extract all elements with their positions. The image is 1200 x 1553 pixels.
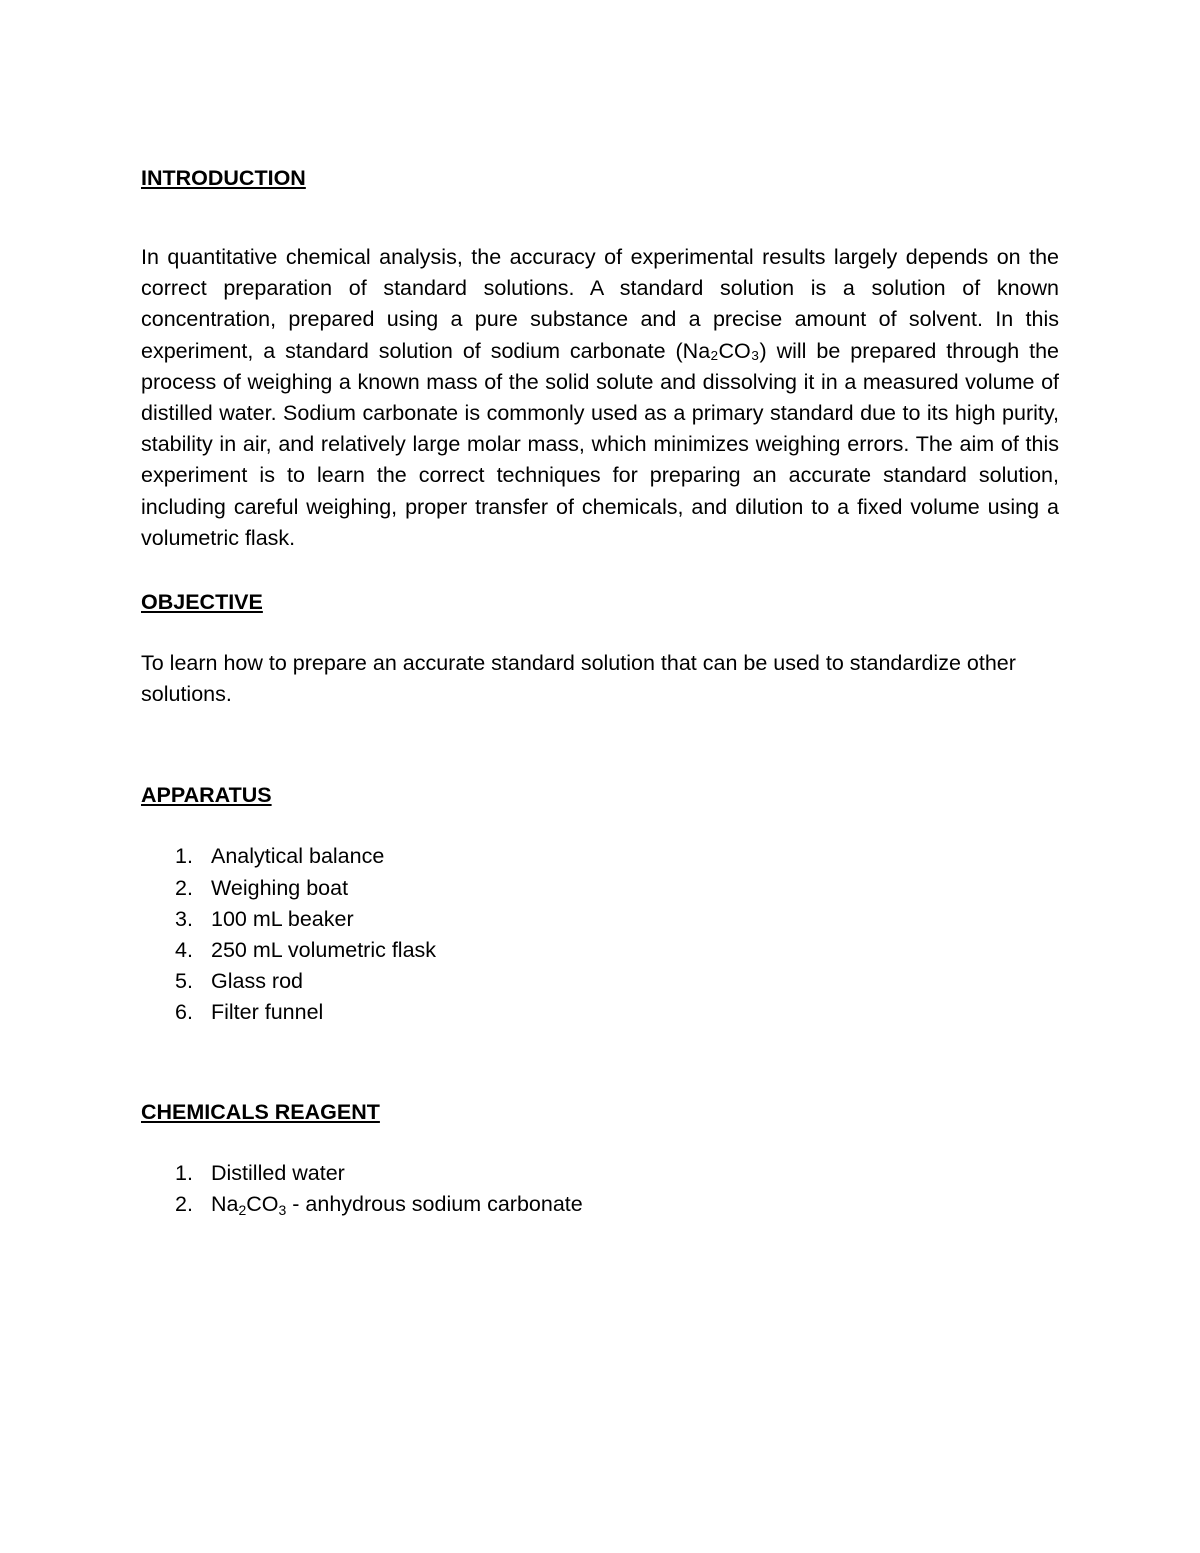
list-item — [141, 904, 1059, 935]
list-item — [141, 1158, 1059, 1189]
list-item — [141, 1189, 1059, 1220]
list-item-text: 100 mL beaker — [211, 906, 354, 931]
list-number: 1. — [175, 844, 193, 869]
apparatus-list — [141, 841, 1059, 1028]
list-number: 3. — [175, 906, 193, 931]
list-number: 2. — [175, 875, 193, 900]
list-item — [141, 966, 1059, 997]
chemical-formula: $Na_2CO_3$ — [211, 1191, 287, 1218]
list-item — [141, 997, 1059, 1028]
list-number: 1. — [175, 1160, 193, 1185]
list-number: 2. — [175, 1191, 193, 1216]
list-item-text: 250 mL volumetric flask — [211, 938, 437, 963]
list-item-text: - anhydrous sodium carbonate — [286, 1191, 583, 1216]
list-number: 6. — [175, 1000, 193, 1025]
document-body — [141, 160, 1059, 1220]
apparatus-heading: APPARATUS — [141, 783, 272, 808]
introduction-heading: INTRODUCTION — [141, 166, 306, 190]
subscript: 2 — [238, 1201, 247, 1218]
list-item-text: Glass rod — [211, 969, 304, 994]
list-item-text: Distilled water — [211, 1160, 345, 1185]
list-item-text: Analytical balance — [211, 844, 385, 869]
chemicals-heading: CHEMICALS REAGENT — [141, 1099, 380, 1124]
objective-paragraph: To learn how to prepare an accurate standard solution that can be used to standardize other solutions. — [141, 651, 1016, 707]
subscript: 3 — [278, 1201, 287, 1218]
list-number: 4. — [175, 938, 193, 963]
objective-heading: OBJECTIVE — [141, 590, 263, 615]
list-item — [141, 935, 1059, 966]
list-item-text: Weighing boat — [211, 875, 349, 900]
chemicals-list — [141, 1158, 1059, 1220]
list-number: 5. — [175, 969, 193, 994]
list-item-text: Filter funnel — [211, 1000, 324, 1025]
introduction-paragraph: In quantitative chemical analysis, the accuracy of experimental results largely depends on the correct preparation of standard solutions. A standard solution is a solution of known concentration, prepared using a pure substance and a precise amount of solvent. In this experiment, a standard solution of sodium carbonate (Na₂CO₃) will be prepared through the process of weighing a known mass of the solid solute and dissolving it in a measured volume of distilled water. Sodium carbonate is commonly used as a primary standard due to its high purity, stability in air, and relatively large molar mass, which minimizes weighing errors. The aim of this experiment is to learn the correct techniques for preparing an accurate standard solution, including careful weighing, proper transfer of chemicals, and dilution to a fixed volume using a volumetric flask. — [141, 245, 1059, 550]
list-item — [141, 841, 1059, 872]
list-item — [141, 873, 1059, 904]
